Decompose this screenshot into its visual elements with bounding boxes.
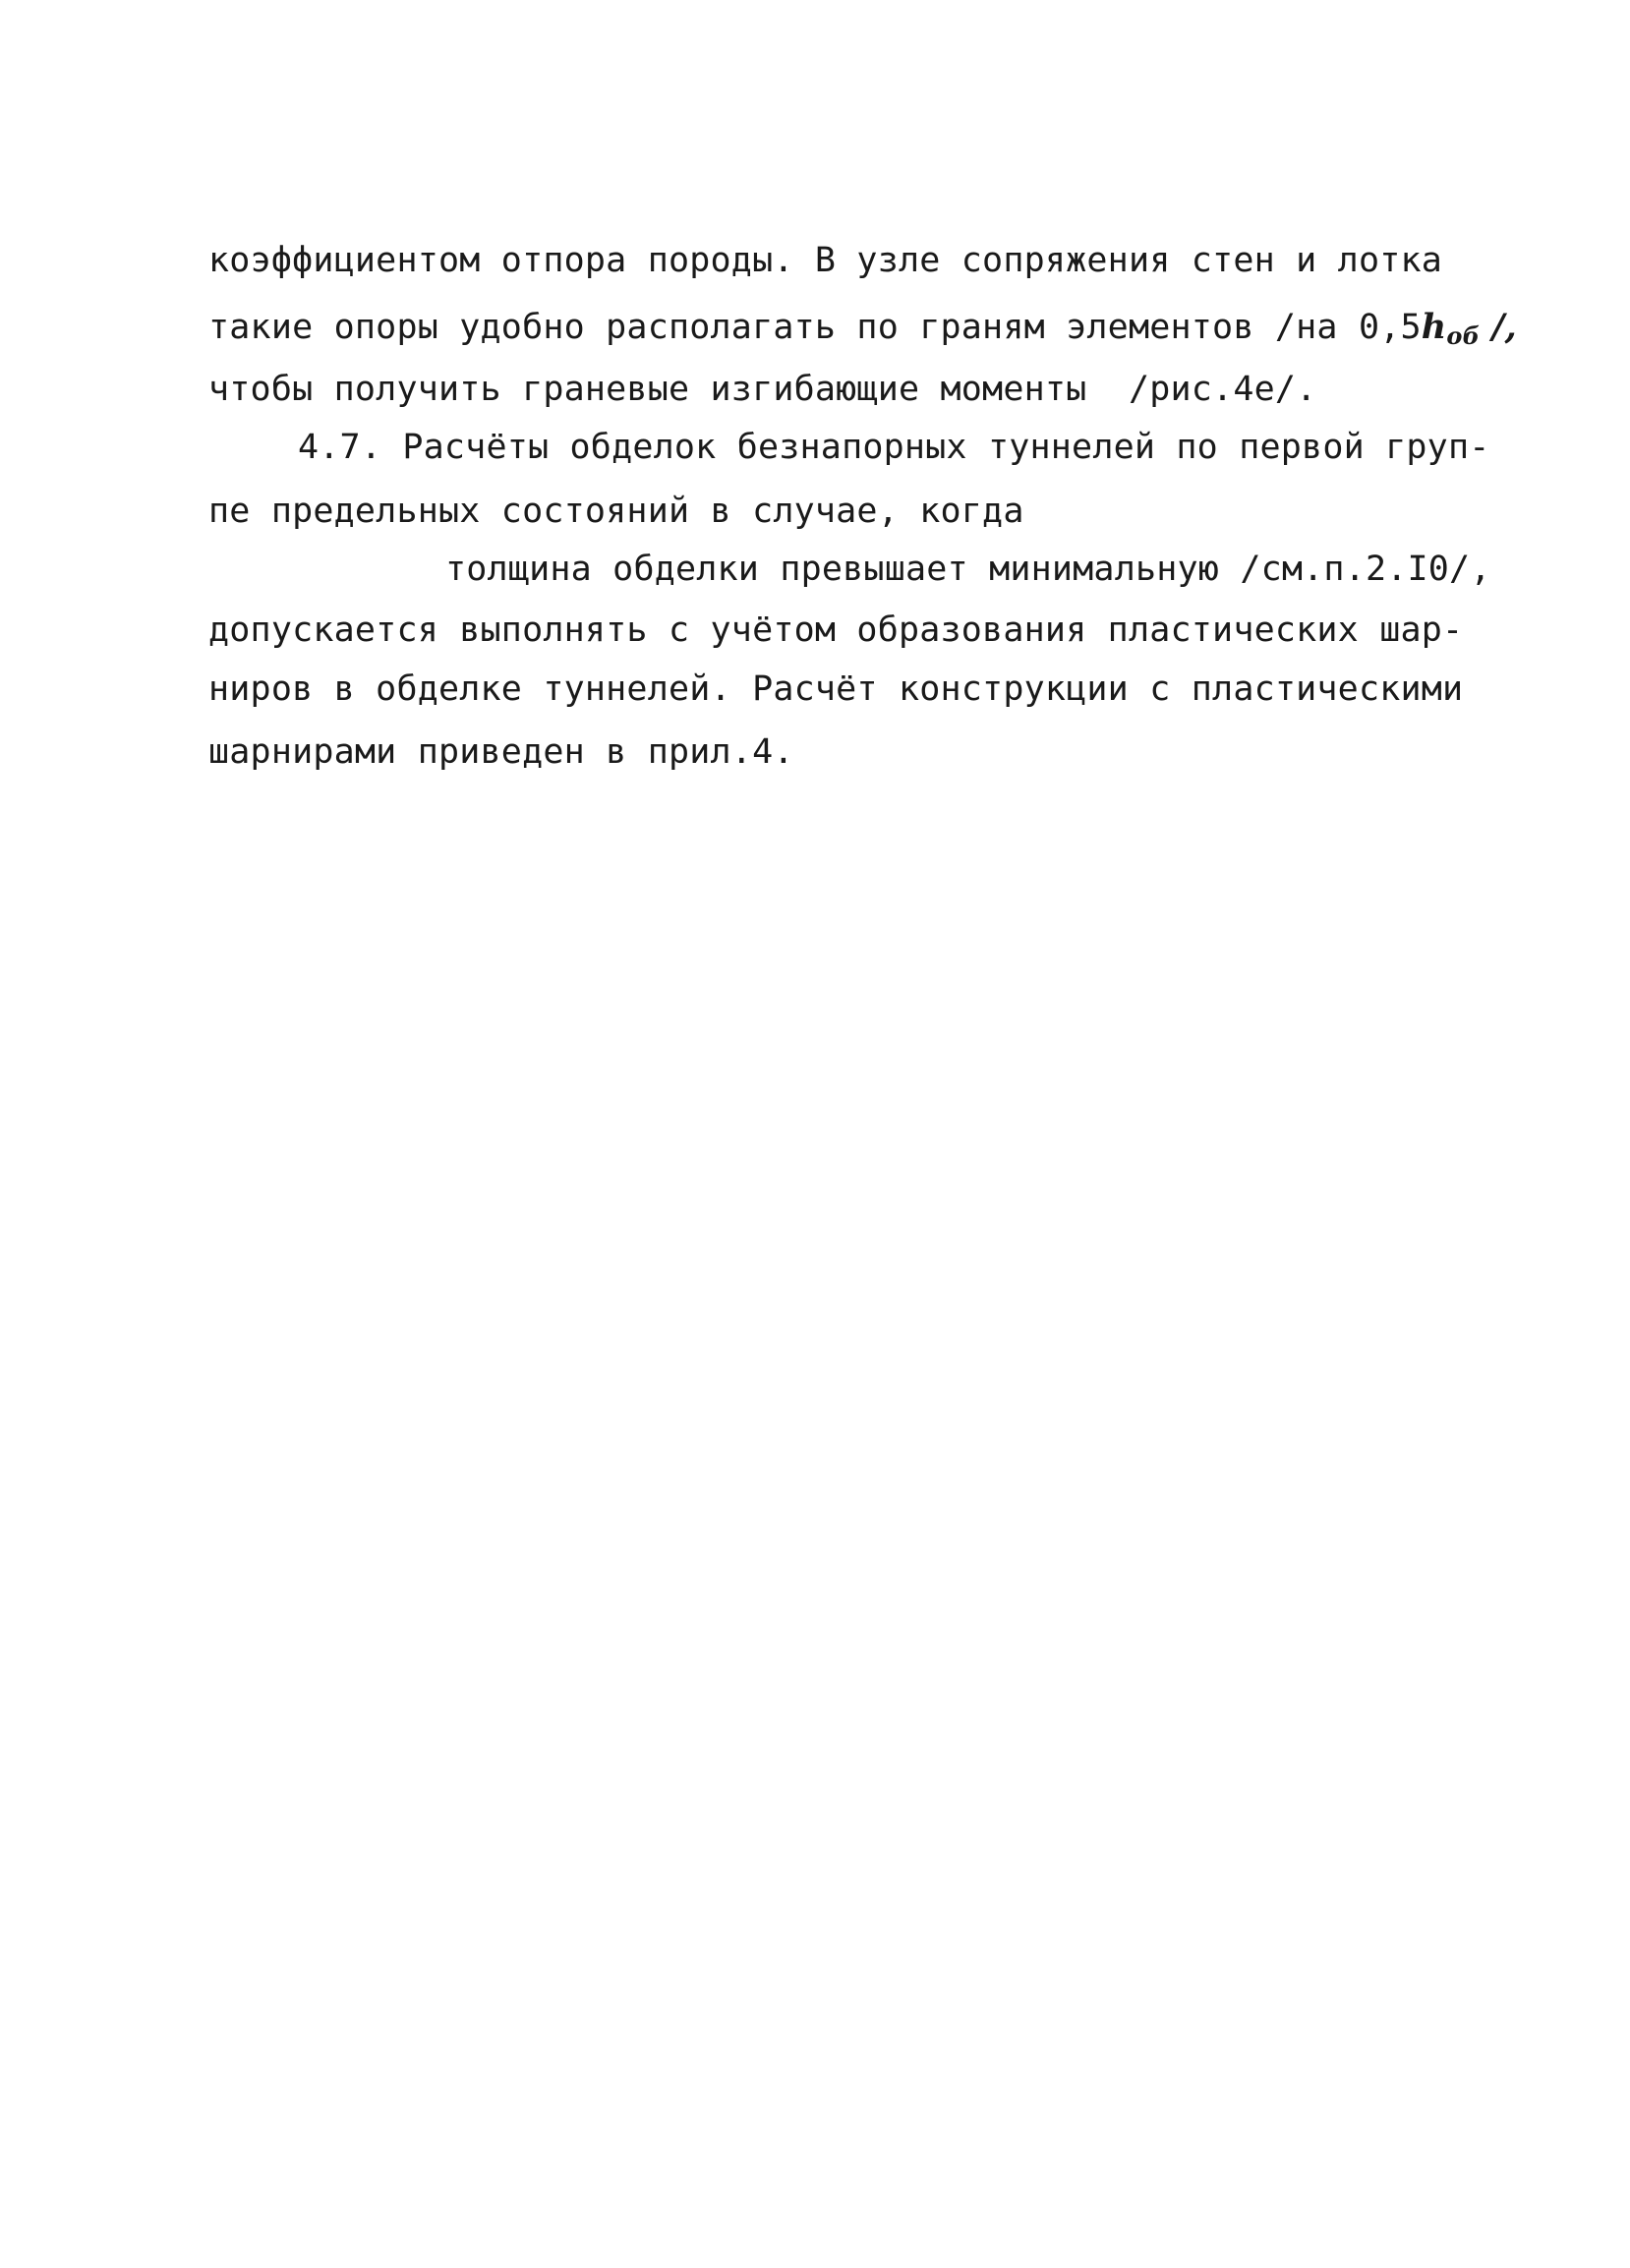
paragraph-line-3: чтобы получить граневые изгибающие моменты /рис.4е/. xyxy=(208,370,1317,409)
paragraph-line-2 xyxy=(208,306,1517,358)
section-heading-line: 4.7. Расчёты обделок безнапорных туннелей по первой груп- xyxy=(298,428,1490,467)
formula-subscript: об xyxy=(1446,321,1481,350)
paragraph-line-2-text: такие опоры удобно располагать по граням элементов /на 0,5 xyxy=(208,308,1422,347)
formula-close: /, xyxy=(1480,307,1517,347)
paragraph-line-9: шарнирами приведен в прил.4. xyxy=(208,732,794,772)
paragraph-line-7: допускается выполнять с учётом образования пластических шар- xyxy=(208,611,1464,650)
paragraph-line-1: коэффициентом отпора породы. В узле сопряжения стен и лотка xyxy=(208,241,1443,280)
paragraph-line-6: толщина обделки превышает минимальную /см.п.2.I0/, xyxy=(445,550,1491,589)
paragraph-line-5: пе предельных состояний в случае, когда xyxy=(208,492,1024,531)
paragraph-line-8: ниров в обделке туннелей. Расчёт конструкции с пластическими xyxy=(208,669,1464,709)
handwritten-formula xyxy=(1421,307,1517,350)
formula-symbol: h xyxy=(1421,307,1447,347)
